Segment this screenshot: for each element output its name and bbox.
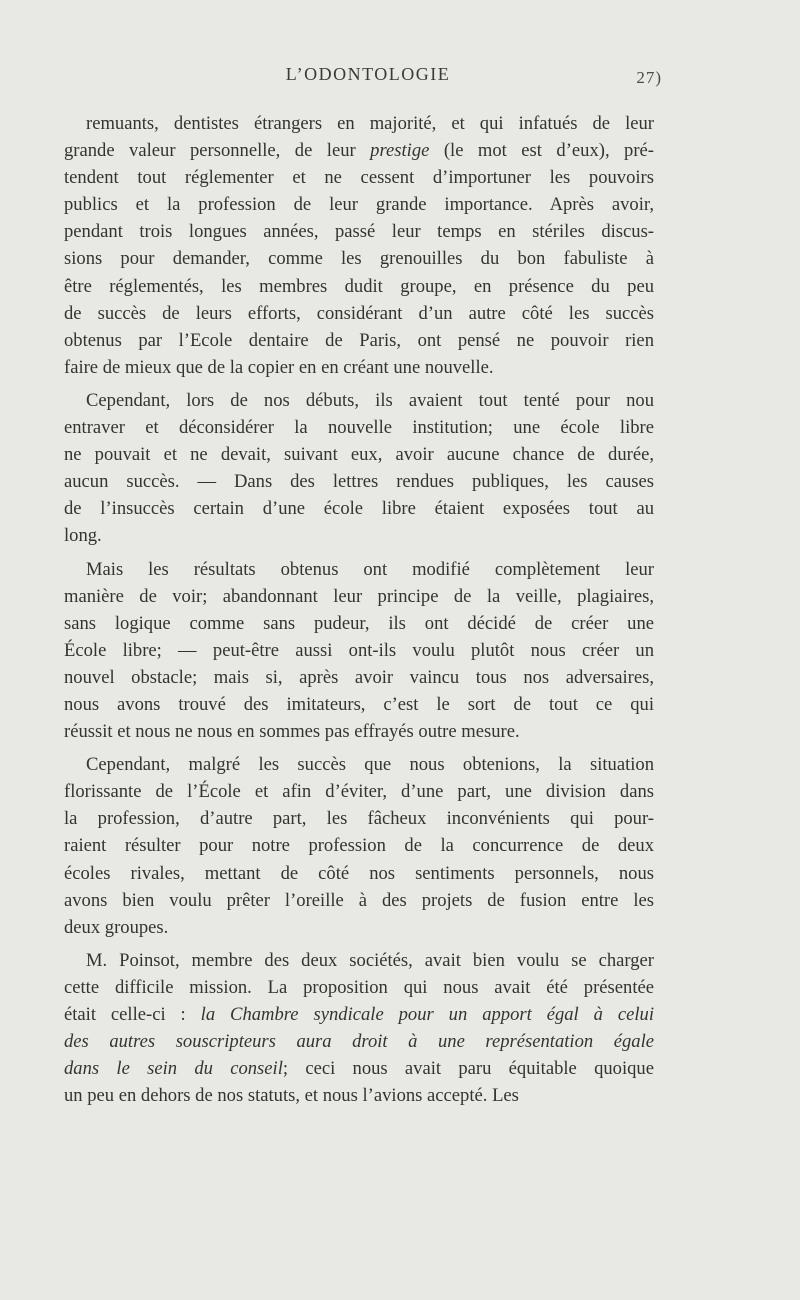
text-line [64,778,654,805]
text-segment: cette difficile mission. La proposition qui nous avait été présentée [64,976,654,998]
italic-text: prestige [370,140,430,162]
text-line [64,1001,654,1028]
text-line [64,354,654,381]
text-segment: entraver et déconsidérer la nouvelle institution; une école libre [64,417,654,439]
text-line [64,300,654,327]
text-line [64,110,654,137]
text-segment: nous avons trouvé des imitateurs, c’est le sort de tout ce qui [64,693,654,715]
text-line [64,468,654,495]
text-line [64,556,654,583]
text-segment: être réglementés, les membres dudit groupe, en présence du peu [64,275,654,297]
body-text [64,110,654,1109]
italic-text: dans le sein du conseil [64,1058,283,1080]
paragraph [64,556,654,746]
text-segment: obtenus par l’Ecole dentaire de Paris, ont pensé ne pouvoir rien [64,329,654,351]
text-line [64,860,654,887]
text-line [64,832,654,859]
text-segment: Cependant, malgré les succès que nous obtenions, la situation [86,754,654,776]
text-segment: publics et la profession de leur grande importance. Après avoir, [64,194,654,216]
text-segment: remuants, dentistes étrangers en majorité, et qui infatués de leur [86,113,654,134]
text-line [64,637,654,664]
text-segment: M. Poinsot, membre des deux sociétés, avait bien voulu se charger [86,949,654,971]
text-line [64,245,654,272]
text-segment: de succès de leurs efforts, considérant d’un autre côté les succès [64,302,654,324]
text-line [64,610,654,637]
text-segment: sions pour demander, comme les grenouilles du bon fabuliste à [64,248,654,270]
text-segment: de l’insuccès certain d’une école libre étaient exposées tout au [64,498,654,520]
text-segment: faire de mieux que de la copier en en créant une nouvelle. [64,356,494,378]
italic-text: la Chambre syndicale pour un apport égal à celui [200,1004,655,1025]
text-segment: la profession, d’autre part, les fâcheux inconvénients qui pour- [64,808,654,830]
text-segment: florissante de l’École et afin d’éviter, d’une part, une division dans [64,781,654,803]
text-segment: raient résulter pour notre profession de la concurrence de deux [64,835,654,857]
text-segment: grande valeur personnelle, de leur [64,140,371,162]
text-line [64,751,654,778]
text-segment: (le mot est d’eux), pré- [429,140,654,162]
text-line [64,887,654,914]
text-line [64,387,654,414]
text-line [64,1082,654,1109]
text-segment: manière de voir; abandonnant leur principe de la veille, plagiaires, [64,585,654,607]
text-segment: avons bien voulu prêter l’oreille à des projets de fusion entre les [64,889,654,911]
text-line [64,522,654,549]
text-segment: pendant trois longues années, passé leur temps en stériles discus- [64,221,654,243]
text-line [64,191,654,218]
text-line [64,583,654,610]
paragraph [64,947,654,1110]
text-segment: long. [64,525,102,547]
text-line [64,718,654,745]
text-segment: Mais les résultats obtenus ont modifié complètement leur [86,558,654,580]
text-segment: deux groupes. [64,916,169,938]
text-segment: réussit et nous ne nous en sommes pas effrayés outre mesure. [64,721,520,743]
italic-text: des autres souscripteurs aura droit à une représentation égale [64,1031,654,1053]
paragraph [64,387,654,550]
text-line [64,414,654,441]
running-title: L’ODONTOLOGIE [285,64,451,84]
text-line [64,914,654,941]
text-segment: Cependant, lors de nos débuts, ils avaient tout tenté pour nou [86,389,654,411]
text-segment: tendent tout réglementer et ne cessent d’importuner les pouvoirs [64,167,654,189]
text-line [64,218,654,245]
text-line [64,691,654,718]
text-line [64,1028,654,1055]
text-line [64,974,654,1001]
text-line [64,441,654,468]
text-segment: École libre; — peut-être aussi ont-ils voulu plutôt nous créer un [64,639,654,661]
text-line [64,1055,654,1082]
text-segment: aucun succès. — Dans des lettres rendues publiques, les causes [64,471,654,493]
text-line [64,164,654,191]
text-line [64,327,654,354]
text-line [64,947,654,974]
text-line [64,664,654,691]
paragraph [64,110,654,381]
text-line [64,495,654,522]
text-segment: écoles rivales, mettant de côté nos sentiments personnels, nous [64,862,654,884]
page-number: 27) [636,68,662,87]
text-segment: un peu en dehors de nos statuts, et nous l’avions accepté. Les [64,1085,519,1107]
text-segment: ne pouvait et ne devait, suivant eux, avoir aucune chance de durée, [64,444,654,466]
text-segment: nouvel obstacle; mais si, après avoir vaincu tous nos adversaires, [64,666,654,688]
text-segment: était celle-ci : [64,1004,201,1025]
paragraph [64,751,654,941]
text-line [64,805,654,832]
text-line [64,273,654,300]
text-line [64,137,654,164]
text-segment: sans logique comme sans pudeur, ils ont décidé de créer une [64,612,654,634]
page-header [0,62,800,92]
text-segment: ; ceci nous avait paru équitable quoique [282,1058,654,1080]
